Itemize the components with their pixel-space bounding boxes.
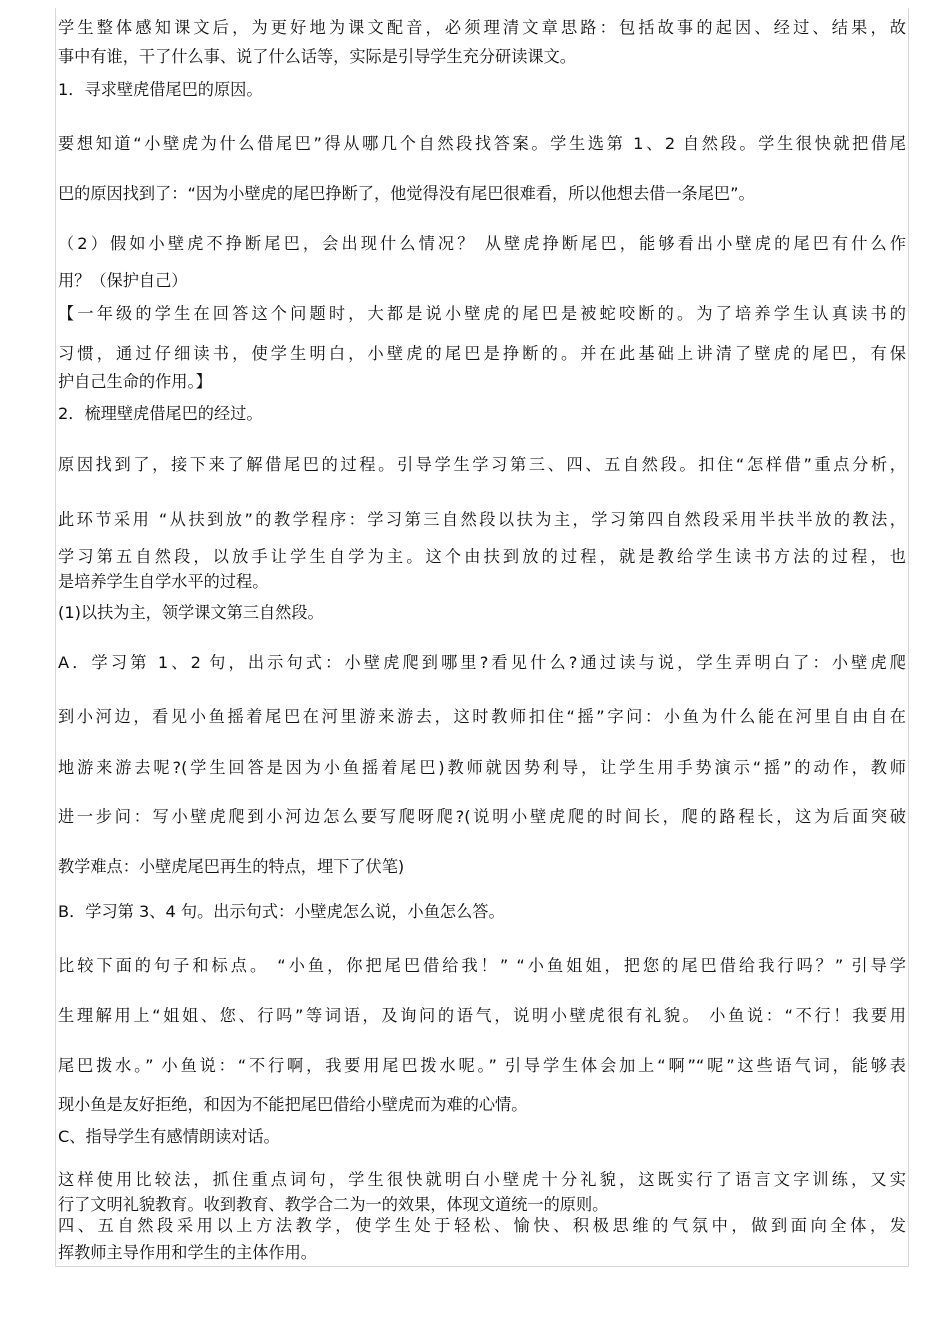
text-line: 原因找到了，接下来了解借尾巴的过程。引导学生学习第三、四、五自然段。扣住“怎样借”重点分析， bbox=[58, 455, 906, 474]
text-line: (1)以扶为主，领学课文第三自然段。 bbox=[58, 603, 324, 622]
text-line: 学习第五自然段，以放手让学生自学为主。这个由扶到放的过程，就是教给学生读书方法的过程，也 bbox=[58, 547, 906, 566]
text-line: 要想知道“小壁虎为什么借尾巴”得从哪几个自然段找答案。学生选第 1、2 自然段。学生很快就把借尾 bbox=[58, 134, 906, 153]
section-heading: 1．寻求壁虎借尾巴的原因。 bbox=[58, 80, 263, 99]
text-line: 进一步问：写小壁虎爬到小河边怎么要写爬呀爬?(说明小壁虎爬的时间长，爬的路程长，这为后面突破 bbox=[58, 807, 906, 826]
text-line: 护自己生命的作用。】 bbox=[58, 372, 212, 391]
text-line: 习惯，通过仔细读书，使学生明白，小壁虎的尾巴是挣断的。并在此基础上讲清了壁虎的尾巴，有保 bbox=[58, 344, 906, 363]
text-line: 现小鱼是友好拒绝，和因为不能把尾巴借给小壁虎而为难的心情。 bbox=[58, 1095, 528, 1114]
text-line: 事中有谁，干了什么事、说了什么话等，实际是引导学生充分研读课文。 bbox=[58, 47, 576, 66]
text-line: 挥教师主导作用和学生的主体作用。 bbox=[58, 1243, 317, 1262]
text-line: 四、五自然段采用以上方法教学，使学生处于轻松、愉快、积极思维的气氛中，做到面向全体，发 bbox=[58, 1216, 906, 1235]
text-line: A．学习第 1、2 句，出示句式：小壁虎爬到哪里?看见什么?通过读与说，学生弄明白了：小壁虎爬 bbox=[58, 653, 906, 672]
section-heading: 2．梳理壁虎借尾巴的经过。 bbox=[58, 404, 263, 423]
text-line: 此环节采用 “从扶到放”的教学程序：学习第三自然段以扶为主，学习第四自然段采用半扶半放的教法， bbox=[58, 510, 906, 529]
text-line: 到小河边，看见小鱼摇着尾巴在河里游来游去，这时教师扣住“摇”字问：小鱼为什么能在河里自由自在 bbox=[58, 707, 906, 726]
text-line: 地游来游去呢?(学生回答是因为小鱼摇着尾巴)教师就因势利导，让学生用手势演示“摇”的动作，教师 bbox=[58, 758, 906, 777]
text-line: 比较下面的句子和标点。 “小鱼，你把尾巴借给我！” “小鱼姐姐，把您的尾巴借给我行吗？” 引导学 bbox=[58, 956, 906, 975]
text-line: 尾巴拨水。” 小鱼说：“不行啊，我要用尾巴拨水呢。” 引导学生体会加上“啊”“呢”这些语气词，能够表 bbox=[58, 1056, 906, 1075]
text-line: 用？（保护自己） bbox=[58, 271, 188, 290]
text-line: 生理解用上“姐姐、您、行吗”等词语，及询问的语气，说明小壁虎很有礼貌。 小鱼说：“不行！我要用 bbox=[58, 1006, 906, 1025]
text-line: C、指导学生有感情朗读对话。 bbox=[58, 1127, 280, 1146]
text-line: 是培养学生自学水平的过程。 bbox=[58, 572, 269, 591]
text-line: 这样使用比较法，抓住重点词句，学生很快就明白小壁虎十分礼貌，这既实行了语言文字训练，又实 bbox=[58, 1170, 906, 1189]
text-line: B．学习第 3、4 句。出示句式：小壁虎怎么说，小鱼怎么答。 bbox=[58, 902, 505, 921]
text-line: （2）假如小壁虎不挣断尾巴，会出现什么情况？ 从壁虎挣断尾巴，能够看出小壁虎的尾巴有什么作 bbox=[58, 234, 906, 253]
text-line: 学生整体感知课文后，为更好地为课文配音，必须理清文章思路：包括故事的起因、经过、结果，故 bbox=[58, 18, 906, 37]
text-line: 【一年级的学生在回答这个问题时，大都是说小壁虎的尾巴是被蛇咬断的。为了培养学生认真读书的 bbox=[58, 304, 906, 323]
text-line: 行了文明礼貌教育。收到教育、教学合二为一的效果，体现文道统一的原则。 bbox=[58, 1195, 609, 1214]
text-line: 巴的原因找到了：“因为小壁虎的尾巴挣断了，他觉得没有尾巴很难看，所以他想去借一条尾巴”。 bbox=[58, 184, 755, 203]
text-line: 教学难点：小壁虎尾巴再生的特点，埋下了伏笔) bbox=[58, 857, 405, 876]
